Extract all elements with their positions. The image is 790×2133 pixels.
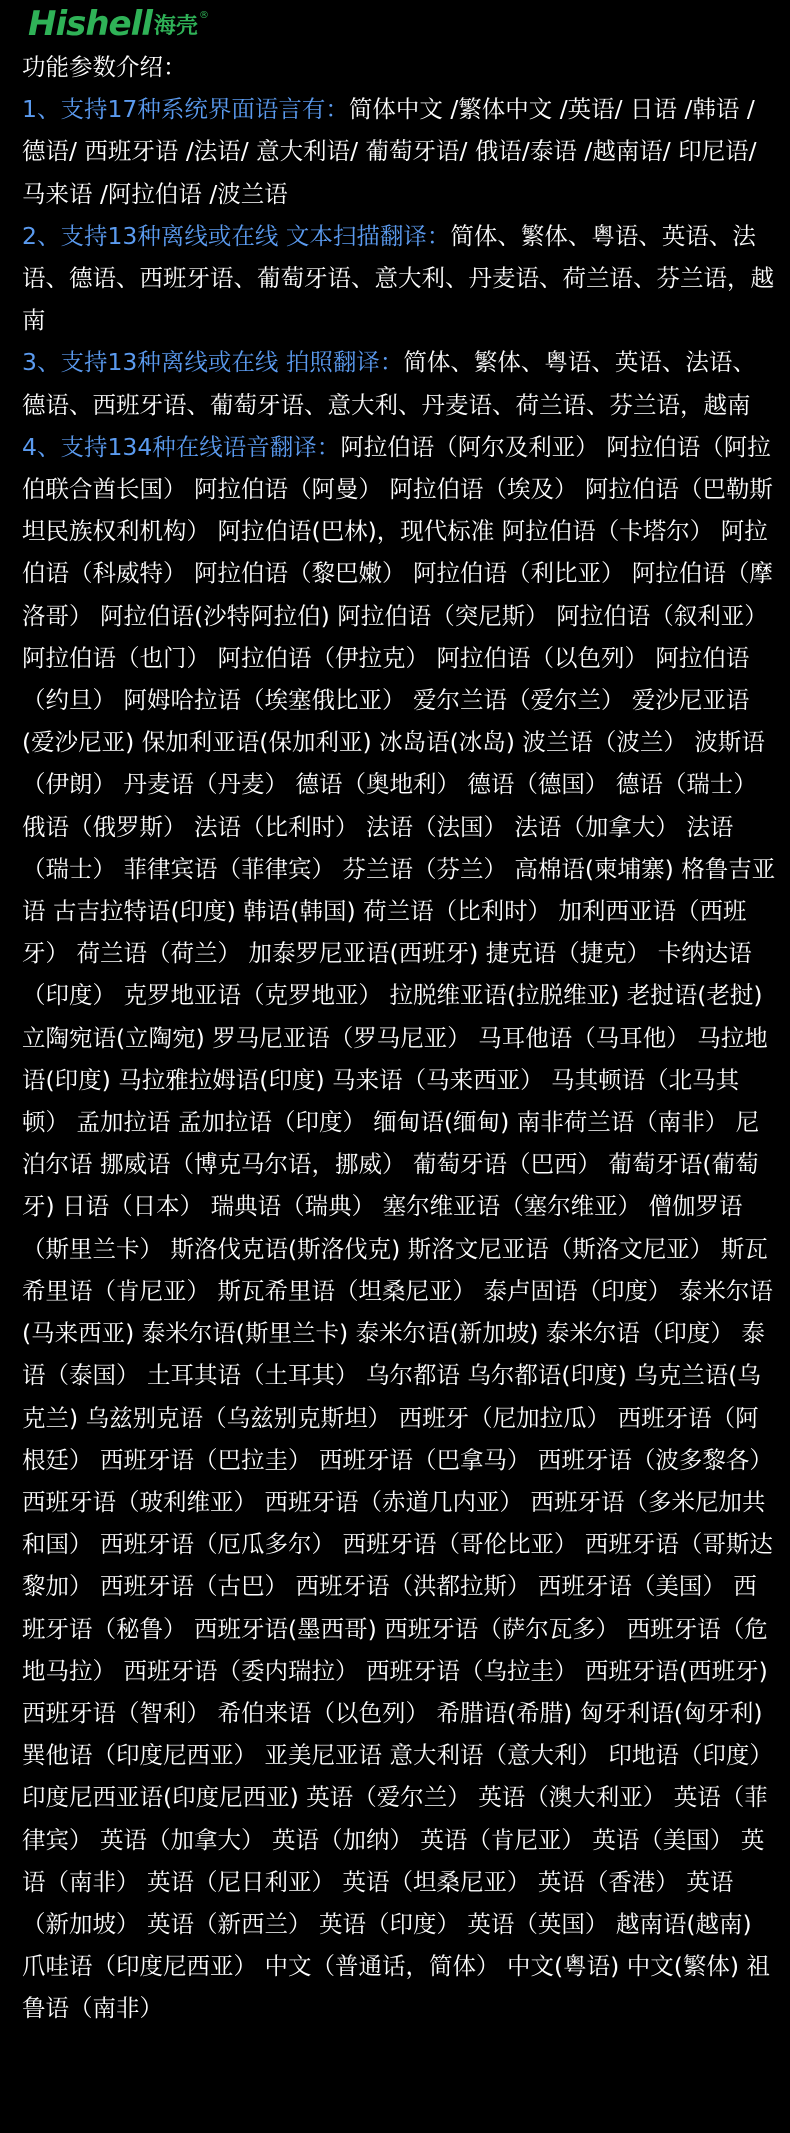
section-voice-translation — [22, 426, 776, 2030]
section-heading: 4、支持134种在线语音翻译： — [22, 432, 341, 461]
brand-name-latin: Hishell — [28, 4, 152, 44]
registered-mark: ® — [198, 10, 209, 21]
spec-text — [22, 46, 776, 2030]
section-body: 简体、繁体、粤语、英语、法语、德语、西班牙语、葡萄牙语、意大利、丹麦语、荷兰语、芬兰语，越南 — [22, 348, 756, 419]
section-body: 阿拉伯语（阿尔及利亚） 阿拉伯语（阿拉伯联合酋长国） 阿拉伯语（阿曼） 阿拉伯语（埃及） 阿拉伯语（巴勒斯坦民族权利机构） 阿拉伯语(巴林)，现代标准 阿拉伯语（卡塔尔） 阿拉伯语（科威特） 阿拉伯语（黎巴嫩） 阿拉伯语（利比亚） 阿拉伯语（摩洛哥） 阿拉伯语(沙特阿拉伯) 阿拉伯语（突尼斯） 阿拉伯语（叙利亚） 阿拉伯语（也门） 阿拉伯语（伊拉克） 阿拉伯语（以色列） 阿拉伯语（约旦） 阿姆哈拉语（埃塞俄比亚） 爱尔兰语（爱尔兰） 爱沙尼亚语(爱沙尼亚) 保加利亚语(保加利亚) 冰岛语(冰岛) 波兰语（波兰） 波斯语（伊朗） 丹麦语（丹麦） 德语（奥地利） 德语（德国） 德语（瑞士） 俄语（俄罗斯） 法语（比利时） 法语（法国） 法语（加拿大） 法语（瑞士） 菲律宾语（菲律宾） 芬兰语（芬兰） 高棉语(柬埔寨) 格鲁吉亚语 古吉拉特语(印度) 韩语(韩国) 荷兰语（比利时） 加利西亚语（西班牙） 荷兰语（荷兰） 加泰罗尼亚语(西班牙) 捷克语（捷克） 卡纳达语（印度） 克罗地亚语（克罗地亚） 拉脱维亚语(拉脱维亚) 老挝语(老挝) 立陶宛语(立陶宛) 罗马尼亚语（罗马尼亚） 马耳他语（马耳他） 马拉地语(印度) 马拉雅拉姆语(印度) 马来语（马来西亚） 马其顿语（北马其顿） 孟加拉语 孟加拉语（印度） 缅甸语(缅甸) 南非荷兰语（南非） 尼泊尔语 挪威语（博克马尔语，挪威） 葡萄牙语（巴西） 葡萄牙语(葡萄牙) 日语（日本） 瑞典语（瑞典） 塞尔维亚语（塞尔维亚） 僧伽罗语（斯里兰卡） 斯洛伐克语(斯洛伐克) 斯洛文尼亚语（斯洛文尼亚） 斯瓦希里语（肯尼亚） 斯瓦希里语（坦桑尼亚） 泰卢固语（印度） 泰米尔语(马来西亚) 泰米尔语(斯里兰卡) 泰米尔语(新加坡) 泰米尔语（印度） 泰语（泰国） 土耳其语（土耳其） 乌尔都语 乌尔都语(印度) 乌克兰语(乌克兰) 乌兹别克语（乌兹别克斯坦） 西班牙（尼加拉瓜） 西班牙语（阿根廷） 西班牙语（巴拉圭） 西班牙语（巴拿马） 西班牙语（波多黎各） 西班牙语（玻利维亚） 西班牙语（赤道几内亚） 西班牙语（多米尼加共和国） 西班牙语（厄瓜多尔） 西班牙语（哥伦比亚） 西班牙语（哥斯达黎加） 西班牙语（古巴） 西班牙语（洪都拉斯） 西班牙语（美国） 西班牙语（秘鲁） 西班牙语(墨西哥) 西班牙语（萨尔瓦多） 西班牙语（危地马拉） 西班牙语（委内瑞拉） 西班牙语（乌拉圭） 西班牙语(西班牙) 西班牙语（智利） 希伯来语（以色列） 希腊语(希腊) 匈牙利语(匈牙利) 巽他语（印度尼西亚） 亚美尼亚语 意大利语（意大利） 印地语（印度） 印度尼西亚语(印度尼西亚) 英语（爱尔兰） 英语（澳大利亚） 英语（菲律宾） 英语（加拿大） 英语（加纳） 英语（肯尼亚） 英语（美国） 英语（南非） 英语（尼日利亚） 英语（坦桑尼亚） 英语（香港） 英语（新加坡） 英语（新西兰） 英语（印度） 英语（英国） 越南语(越南) 爪哇语（印度尼西亚） 中文（普通话，简体） 中文(粤语) 中文(繁体) 祖鲁语（南非） — [22, 432, 776, 2023]
section-ui-languages — [22, 88, 776, 215]
section-body: 简体中文 /繁体中文 /英语/ 日语 /韩语 /德语/ 西班牙语 /法语/ 意大利语/ 葡萄牙语/ 俄语/泰语 /越南语/ 印尼语/ 马来语 /阿拉伯语 /波兰语 — [22, 95, 757, 208]
brand-logo — [28, 6, 776, 42]
section-heading: 2、支持13种离线或在线 文本扫描翻译： — [22, 221, 451, 250]
section-photo-translation — [22, 341, 776, 425]
section-heading: 3、支持13种离线或在线 拍照翻译： — [22, 348, 404, 377]
section-text-scan-translation — [22, 215, 776, 342]
brand-name-chinese: 海壳 — [153, 14, 198, 39]
section-body: 简体、繁体、粤语、英语、法语、德语、西班牙语、葡萄牙语、意大利、丹麦语、荷兰语、芬兰语，越南 — [22, 221, 774, 335]
intro-heading: 功能参数介绍： — [22, 53, 187, 81]
section-heading: 1、支持17种系统界面语言有： — [22, 95, 349, 124]
